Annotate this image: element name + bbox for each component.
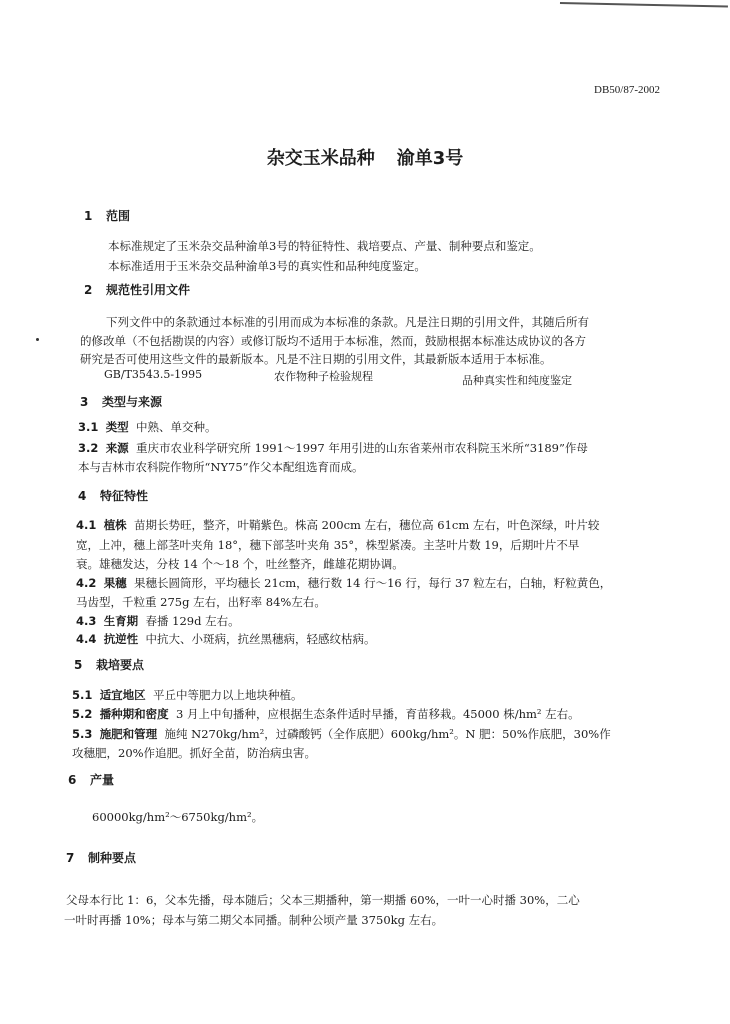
item-4-1: 4.1 植株 苗期长势旺，整齐，叶鞘紫色。株高 200cm 左右，穗位高 61cm 左右，叶色深绿，叶片较 [76,518,600,532]
section-7-line-1: 父母本行比 1：6，父本先播，母本随后；父本三期播种，第一期播 60%，一叶一心时播 30%，二心 [66,893,580,907]
title-variety: 渝单3号 [396,148,464,169]
section-2-line-3: 研究是否可使用这些文件的最新版本。凡是不注日期的引用文件，其最新版本适用于本标准。 [80,352,552,366]
title-main: 杂交玉米品种 [266,148,375,169]
section-1-heading: 1 范围 [84,209,131,223]
section-5-heading: 5 栽培要点 [74,658,145,672]
standard-code: DB50/87-2002 [594,84,660,96]
section-3-heading: 3 类型与来源 [80,395,163,409]
section-4-heading: 4 特征特性 [78,489,149,503]
section-2-line-1: 下列文件中的条款通过本标准的引用而成为本标准的条款。凡是注日期的引用文件，其随后所有 [106,315,589,329]
section-2-line-2: 的修改单（不包括勘误的内容）或修订版均不适用于本标准，然而，鼓励根据本标准达成协议的各方 [80,334,586,348]
item-5-3: 5.3 施肥和管理 施纯 N270kg/hm²，过磷酸钙（全作底肥）600kg/hm²。N 肥：50%作底肥，30%作 [72,727,611,741]
ref-code: GB/T3543.5-1995 [104,368,203,381]
scan-edge-line [560,2,728,12]
item-4-2-line-2: 马齿型，千粒重 275g 左右，出籽率 84%左右。 [76,595,326,609]
item-3-1: 3.1 类型 中熟、单交种。 [78,420,217,434]
item-3-2: 3.2 来源 重庆市农业科学研究所 1991～1997 年用引进的山东省莱州市农科院玉米所“3189”作母 [78,441,588,455]
section-7-line-2: 一叶时再播 10%；母本与第二期父本同播。制种公顷产量 3750kg 左右。 [64,913,444,927]
document-title [230,144,500,170]
item-4-4: 4.4 抗逆性 中抗大、小斑病，抗丝黑穗病，轻感纹枯病。 [76,632,376,646]
item-5-2: 5.2 播种期和密度 3 月上中旬播种，应根据生态条件适时早播，育苗移栽。45000 株/hm² 左右。 [72,707,580,721]
item-5-3-line-2: 攻穗肥，20%作追肥。抓好全苗，防治病虫害。 [72,746,317,760]
section-2-heading: 2 规范性引用文件 [84,283,191,297]
ref-title: 农作物种子检验规程 [274,370,373,383]
yield-value: 60000kg/hm²～6750kg/hm²。 [92,810,264,824]
item-4-1-line-3: 衰。雄穗发达，分枝 14 个～18 个，吐丝整齐，雌雄花期协调。 [76,557,404,571]
item-3-2-line-2: 本与吉林市农科院作物所“NY75”作父本配组选育而成。 [78,460,364,474]
section-1-line-2: 本标准适用于玉米杂交品种渝单3号的真实性和品种纯度鉴定。 [108,259,426,273]
section-6-heading: 6 产量 [68,773,115,787]
section-7-heading: 7 制种要点 [66,851,137,865]
item-4-3: 4.3 生育期 春播 129d 左右。 [76,614,240,628]
item-4-2: 4.2 果穗 果穗长圆筒形，平均穗长 21cm，穗行数 14 行～16 行，每行 37 粒左右，白轴，籽粒黄色， [76,576,612,590]
ref-subtitle: 品种真实性和纯度鉴定 [462,374,572,387]
item-4-1-line-2: 宽，上冲，穗上部茎叶夹角 18°，穗下部茎叶夹角 35°，株型紧凑。主茎叶片数 19，后期叶片不早 [76,538,580,552]
item-5-1: 5.1 适宜地区 平丘中等肥力以上地块种植。 [72,688,303,702]
section-1-line-1: 本标准规定了玉米杂交品种渝单3号的特征特性、栽培要点、产量、制种要点和鉴定。 [108,239,541,253]
scan-speck [36,338,39,341]
